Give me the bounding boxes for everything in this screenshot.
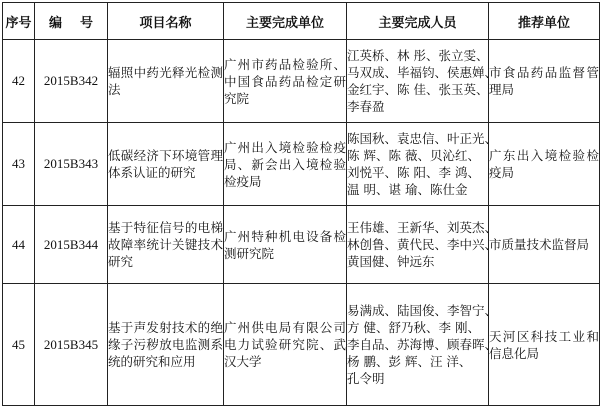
row-project-name: 基于特征信号的电梯故障率统计关键技术研究 [108,206,224,284]
row-project-name: 低碳经济下环境管理体系认证的研究 [108,123,224,206]
people-line: 王伟雄、王新华、刘英杰、 [347,220,498,235]
row-main-people [347,40,498,123]
header-row [3,3,600,40]
table-row [3,206,600,284]
row-index: 43 [3,123,35,206]
header-code: 编 号 [35,3,108,40]
row-main-people [347,123,498,206]
row-project-name: 辐照中药光释光检测法 [108,40,224,123]
row-code: 2015B343 [35,123,108,206]
header-project-name: 项目名称 [108,3,224,40]
header-recommender: 推荐单位 [489,3,600,40]
awards-table [2,2,600,406]
header-index: 序号 [3,3,35,40]
row-recommender: 广东出入境检验检疫局 [489,123,600,206]
header-main-people: 主要完成人员 [347,3,489,40]
people-line: 方 健、舒乃秋、李 刚、 [347,320,480,335]
row-main-unit: 广州出入境检验检疫局、新会出入境检验检疫局 [224,123,347,206]
people-line: 陈 辉、陈 薇、贝沁红、 [347,148,480,163]
row-main-unit: 广州供电局有限公司电力试验研究院、武汉大学 [224,284,347,406]
people-line: 林创鲁、黄代民、李中兴、 [347,237,498,252]
row-code: 2015B345 [35,284,108,406]
people-line: 易满成、陆国俊、李智宁、 [347,303,498,318]
people-line: 孔令明 [347,371,385,386]
row-main-people [347,206,498,284]
people-line: 刘悦平、陈 阳、李 鸿、 [347,165,480,180]
row-code: 2015B342 [35,40,108,123]
row-main-people [347,284,498,406]
row-recommender: 天河区科技工业和信息化局 [489,284,600,406]
row-project-name: 基于声发射技术的绝缘子污秽放电监测系统的研究和应用 [108,284,224,406]
header-main-unit: 主要完成单位 [224,3,347,40]
table-row [3,40,600,123]
people-line: 马双成、毕福钧、侯惠婵、 [347,65,498,80]
people-line: 李春盈 [347,99,385,114]
people-line: 杨 鹏、彭 辉、汪 洋、 [347,354,472,369]
row-recommender: 市质量技术监督局 [489,206,600,284]
table-row [3,284,600,406]
row-index: 44 [3,206,35,284]
row-recommender: 市食品药品监督管理局 [489,40,600,123]
people-line: 李自品、苏海博、顾春晖、 [347,337,498,352]
people-line: 金红宇、陈 佳、张玉英、 [347,82,489,97]
people-line: 黄国健、钟远东 [347,254,435,269]
table-row [3,123,600,206]
row-index: 42 [3,40,35,123]
people-line: 陈国秋、袁忠信、叶正光、 [347,131,498,146]
people-line: 江英桥、林 彤、张立雯、 [347,48,489,63]
row-main-unit: 广州特种机电设备检测研究院 [224,206,347,284]
row-index: 45 [3,284,35,406]
people-line: 温 明、谌 瑜、陈仕金 [347,182,468,197]
row-main-unit: 广州市药品检验所、中国食品药品检定研究院 [224,40,347,123]
row-code: 2015B344 [35,206,108,284]
